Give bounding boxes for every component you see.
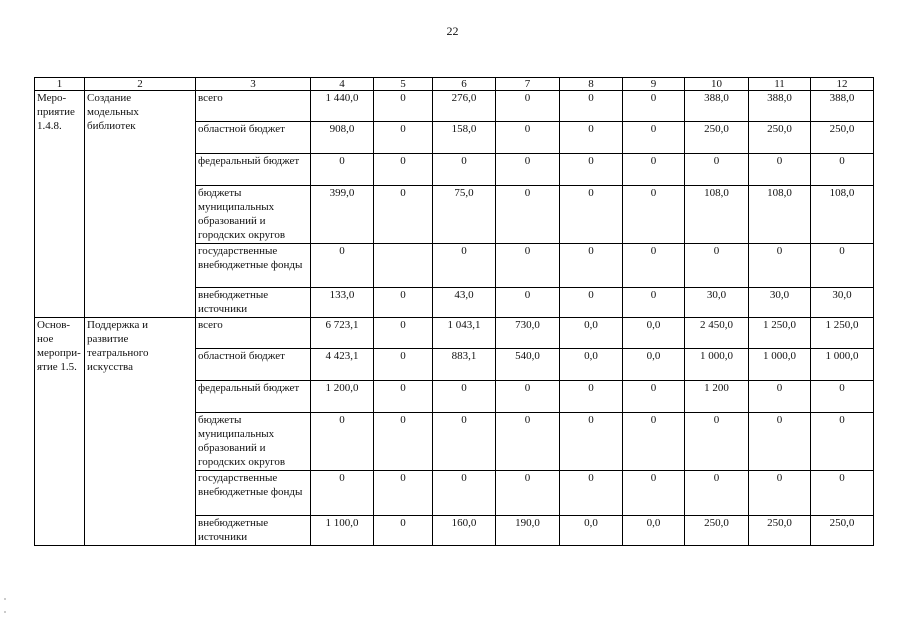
event-name-line: искусства <box>87 361 133 373</box>
funding-source-cell: бюджеты муниципальных образований и городских округов <box>196 186 311 244</box>
value-cell: 250,0 <box>749 122 811 154</box>
value-cell: 0 <box>374 381 433 413</box>
value-cell: 540,0 <box>496 349 560 381</box>
value-cell: 0 <box>496 91 560 122</box>
value-cell: 0 <box>560 471 623 516</box>
funding-source-cell: всего <box>196 91 311 122</box>
value-cell: 190,0 <box>496 516 560 546</box>
value-cell: 75,0 <box>433 186 496 244</box>
value-cell: 0 <box>433 471 496 516</box>
value-cell: 1 250,0 <box>749 318 811 349</box>
value-cell: 0 <box>623 122 685 154</box>
value-cell: 0 <box>623 244 685 288</box>
value-cell: 0 <box>811 381 874 413</box>
page-number: 22 <box>446 24 459 38</box>
value-cell: 0 <box>374 413 433 471</box>
value-cell: 0,0 <box>560 318 623 349</box>
value-cell: 0 <box>749 244 811 288</box>
value-cell: 0 <box>496 122 560 154</box>
table-body <box>35 91 874 546</box>
funding-source-cell: государственные внебюджетные фонды <box>196 471 311 516</box>
value-cell: 0 <box>496 471 560 516</box>
value-cell: 2 450,0 <box>685 318 749 349</box>
event-id-line: ятие 1.5. <box>37 361 77 373</box>
value-cell: 0 <box>623 186 685 244</box>
value-cell: 0 <box>623 381 685 413</box>
value-cell: 0,0 <box>623 318 685 349</box>
value-cell: 388,0 <box>749 91 811 122</box>
value-cell: 133,0 <box>311 288 374 318</box>
value-cell: 1 000,0 <box>685 349 749 381</box>
value-cell: 1 250,0 <box>811 318 874 349</box>
column-header: 10 <box>685 78 749 91</box>
value-cell: 908,0 <box>311 122 374 154</box>
value-cell: 0 <box>560 413 623 471</box>
value-cell: 108,0 <box>685 186 749 244</box>
value-cell: 0 <box>623 288 685 318</box>
value-cell: 1 100,0 <box>311 516 374 546</box>
value-cell: 1 200,0 <box>311 381 374 413</box>
value-cell: 0 <box>311 244 374 288</box>
value-cell: 250,0 <box>811 516 874 546</box>
value-cell: 0 <box>811 244 874 288</box>
value-cell: 250,0 <box>685 122 749 154</box>
header-row <box>35 78 874 91</box>
value-cell: 1 043,1 <box>433 318 496 349</box>
value-cell: 0 <box>560 91 623 122</box>
value-cell: 250,0 <box>749 516 811 546</box>
event-name-line: театрального <box>87 347 149 359</box>
column-header: 11 <box>749 78 811 91</box>
value-cell: 0,0 <box>560 349 623 381</box>
value-cell: 0 <box>496 288 560 318</box>
value-cell: 0 <box>374 122 433 154</box>
funding-source-cell: государственные внебюджетные фонды <box>196 244 311 288</box>
value-cell: 0 <box>496 244 560 288</box>
value-cell: 0 <box>496 186 560 244</box>
column-header: 3 <box>196 78 311 91</box>
event-name-line: библиотек <box>87 120 136 132</box>
value-cell: 0 <box>560 122 623 154</box>
value-cell: 0 <box>374 186 433 244</box>
value-cell: 108,0 <box>749 186 811 244</box>
value-cell: 0 <box>560 154 623 186</box>
value-cell: 0 <box>374 471 433 516</box>
value-cell: 1 440,0 <box>311 91 374 122</box>
value-cell: 250,0 <box>811 122 874 154</box>
value-cell: 0 <box>811 413 874 471</box>
value-cell: 108,0 <box>811 186 874 244</box>
funding-source-cell: областной бюджет <box>196 349 311 381</box>
value-cell: 0 <box>685 154 749 186</box>
value-cell: 0 <box>623 413 685 471</box>
column-header: 1 <box>35 78 85 91</box>
value-cell: 0 <box>560 381 623 413</box>
value-cell: 0 <box>811 154 874 186</box>
event-id-cell <box>35 318 85 546</box>
event-name-line: развитие <box>87 333 129 345</box>
value-cell: 30,0 <box>685 288 749 318</box>
value-cell: 388,0 <box>811 91 874 122</box>
funding-source-cell: всего <box>196 318 311 349</box>
scan-mark <box>4 598 6 600</box>
column-header: 9 <box>623 78 685 91</box>
value-cell: 0 <box>311 413 374 471</box>
value-cell: 0 <box>311 154 374 186</box>
column-header: 8 <box>560 78 623 91</box>
funding-source-cell: внебюджетные источники <box>196 516 311 546</box>
value-cell: 0 <box>685 413 749 471</box>
value-cell: 160,0 <box>433 516 496 546</box>
column-header: 6 <box>433 78 496 91</box>
event-name-line: Поддержка и <box>87 319 148 331</box>
value-cell: 0 <box>374 349 433 381</box>
value-cell: 0 <box>311 471 374 516</box>
value-cell: 0 <box>560 186 623 244</box>
value-cell: 0 <box>685 471 749 516</box>
value-cell <box>374 244 433 288</box>
scan-mark <box>4 611 6 613</box>
value-cell: 1 000,0 <box>749 349 811 381</box>
value-cell: 0 <box>374 91 433 122</box>
value-cell: 30,0 <box>811 288 874 318</box>
table-row <box>35 318 874 349</box>
funding-source-cell: федеральный бюджет <box>196 381 311 413</box>
funding-source-cell: федеральный бюджет <box>196 154 311 186</box>
value-cell: 0 <box>496 381 560 413</box>
value-cell: 0 <box>685 244 749 288</box>
value-cell: 0 <box>623 154 685 186</box>
value-cell: 0 <box>749 471 811 516</box>
value-cell: 0 <box>496 413 560 471</box>
value-cell: 0 <box>374 516 433 546</box>
event-id-line: Меро- <box>37 92 67 104</box>
value-cell: 0 <box>433 244 496 288</box>
value-cell: 0,0 <box>623 516 685 546</box>
value-cell: 0 <box>496 154 560 186</box>
value-cell: 43,0 <box>433 288 496 318</box>
value-cell: 0 <box>433 381 496 413</box>
event-name-cell <box>85 91 196 318</box>
value-cell: 0 <box>749 413 811 471</box>
value-cell: 730,0 <box>496 318 560 349</box>
value-cell: 30,0 <box>749 288 811 318</box>
value-cell: 250,0 <box>685 516 749 546</box>
column-header: 2 <box>85 78 196 91</box>
value-cell: 399,0 <box>311 186 374 244</box>
value-cell: 158,0 <box>433 122 496 154</box>
value-cell: 1 200 <box>685 381 749 413</box>
value-cell: 0 <box>560 244 623 288</box>
event-id-line: меропри- <box>37 347 81 359</box>
value-cell: 0 <box>374 154 433 186</box>
value-cell: 388,0 <box>685 91 749 122</box>
event-id-cell <box>35 91 85 318</box>
table-row <box>35 91 874 122</box>
value-cell: 0,0 <box>623 349 685 381</box>
column-header: 7 <box>496 78 560 91</box>
value-cell: 0,0 <box>560 516 623 546</box>
funding-source-cell: внебюджетные источники <box>196 288 311 318</box>
event-id-line: ное <box>37 333 54 345</box>
value-cell: 0 <box>560 288 623 318</box>
value-cell: 0 <box>811 471 874 516</box>
budget-table <box>34 77 874 546</box>
column-header: 12 <box>811 78 874 91</box>
value-cell: 6 723,1 <box>311 318 374 349</box>
value-cell: 0 <box>433 154 496 186</box>
value-cell: 0 <box>374 318 433 349</box>
event-id-line: 1.4.8. <box>37 120 62 132</box>
event-id-line: приятие <box>37 106 75 118</box>
event-name-line: Создание <box>87 92 132 104</box>
value-cell: 276,0 <box>433 91 496 122</box>
column-header: 5 <box>374 78 433 91</box>
column-header: 4 <box>311 78 374 91</box>
funding-source-cell: бюджеты муниципальных образований и городских округов <box>196 413 311 471</box>
value-cell: 4 423,1 <box>311 349 374 381</box>
value-cell: 0 <box>374 288 433 318</box>
event-name-line: модельных <box>87 106 139 118</box>
event-name-cell <box>85 318 196 546</box>
funding-source-cell: областной бюджет <box>196 122 311 154</box>
value-cell: 1 000,0 <box>811 349 874 381</box>
value-cell: 0 <box>623 471 685 516</box>
value-cell: 0 <box>433 413 496 471</box>
value-cell: 0 <box>623 91 685 122</box>
value-cell: 883,1 <box>433 349 496 381</box>
value-cell: 0 <box>749 381 811 413</box>
event-id-line: Основ- <box>37 319 71 331</box>
value-cell: 0 <box>749 154 811 186</box>
